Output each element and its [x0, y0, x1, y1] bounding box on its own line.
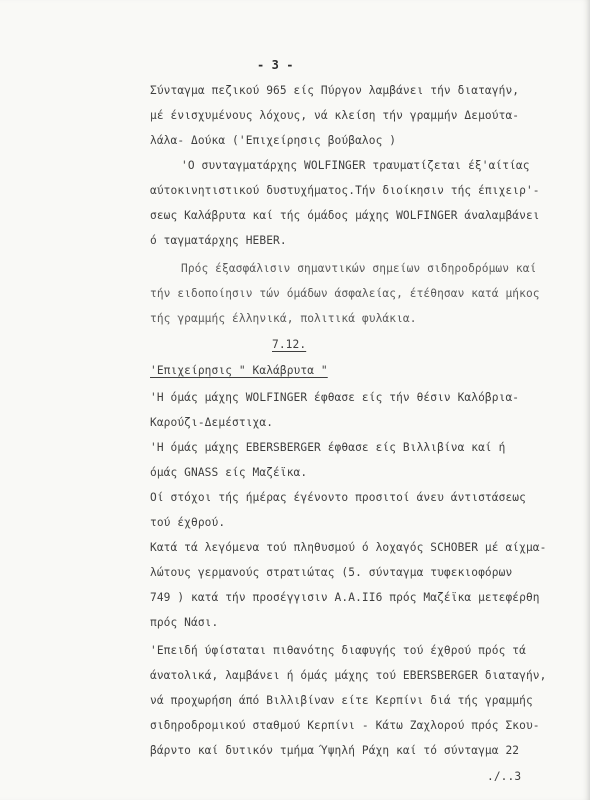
text-line: μέ ένισχυμένους λόχους, νά κλείση τήν γραμμήν Δεμούτα-: [150, 109, 520, 122]
text-line: τής γραμμής έλληνικά, πολιτικά φυλάκια.: [150, 312, 417, 325]
page-number: - 3 -: [257, 58, 294, 72]
text-line: Σύνταγμα πεζικού 965 είς Πύργον λαμβάνει τήν διαταγήν,: [150, 84, 520, 97]
text-line: Κατά τά λεγόμενα τού πληθυσμού ό λοχαγός SCHOBER μέ αίχμα-: [150, 541, 547, 554]
text-line: Πρός έξασφάλισιν σημαντικών σημείων σιδηροδρόμων καί: [181, 262, 537, 275]
section-title: 'Επιχείρησις " Καλάβρυτα ": [150, 364, 328, 377]
text-line: σεως Καλάβρυτα καί τής όμάδος μάχης WOLFINGER άναλαμβάνει: [150, 209, 540, 222]
text-line: 'Η όμάς μάχης WOLFINGER έφθασε είς τήν θέσιν Καλόβρια-: [150, 391, 520, 404]
text-line: βάρντο καί δυτικόν τμήμα Ύψηλή Ράχη καί τό σύνταγμα 22: [150, 744, 520, 757]
text-line: 'Επειδή ύφίσταται πιθανότης διαφυγής τού έχθρού πρός τά: [150, 644, 526, 657]
text-line: 'Ο συνταγματάρχης WOLFINGER τραυματίζεται έξ'αίτίας: [181, 159, 530, 172]
text-line: αύτοκινητιστικού δυστυχήματος.Τήν διοίκησιν τής έπιχειρ'-: [150, 184, 540, 197]
text-line: τού έχθρού.: [150, 516, 226, 529]
text-line: όμάς GNASS είς Μαζέϊκα.: [150, 466, 308, 479]
text-line: Καρούζι-Δεμέστιχα.: [150, 416, 274, 429]
text-line: πρός Νάσι.: [150, 616, 219, 629]
text-line: λάλα- Δούκα ('Επιχείρησις βούβαλος ): [150, 134, 397, 147]
text-line: τήν ειδοποίησιν τών όμάδων άσφαλείας, έτέθησαν κατά μήκος: [150, 287, 540, 300]
text-line: σιδηροδρομικού σταθμού Κερπίνι - Κάτω Ζαχλορού πρός Σκου-: [150, 719, 540, 732]
text-line: άνατολικά, λαμβάνει ή όμάς μάχης τού EBERSBERGER διαταγήν,: [150, 669, 547, 682]
continuation-marker: ./..3: [487, 770, 522, 783]
text-line: ό ταγματάρχης HEBER.: [150, 234, 287, 247]
text-line: Οί στόχοι τής ήμέρας έγένοντο προσιτοί άνευ άντιστάσεως: [150, 491, 526, 504]
text-line: 749 ) κατά τήν προσέγγισιν Α.Α.ΙΙ6 πρός Μαζέϊκα μετεφέρθη: [150, 591, 540, 604]
text-line: νά προχωρήση άπό Βιλλιβίναν είτε Κερπίνι διά τής γραμμής: [150, 694, 533, 707]
text-line: λώτους γερμανούς στρατιώτας (5. σύνταγμα τυφεκιοφόρων: [150, 566, 513, 579]
text-line: 'Η όμάς μάχης EBERSBERGER έφθασε είς Βιλλιβίνα καί ή: [150, 441, 506, 454]
section-date: 7.12.: [272, 338, 307, 351]
